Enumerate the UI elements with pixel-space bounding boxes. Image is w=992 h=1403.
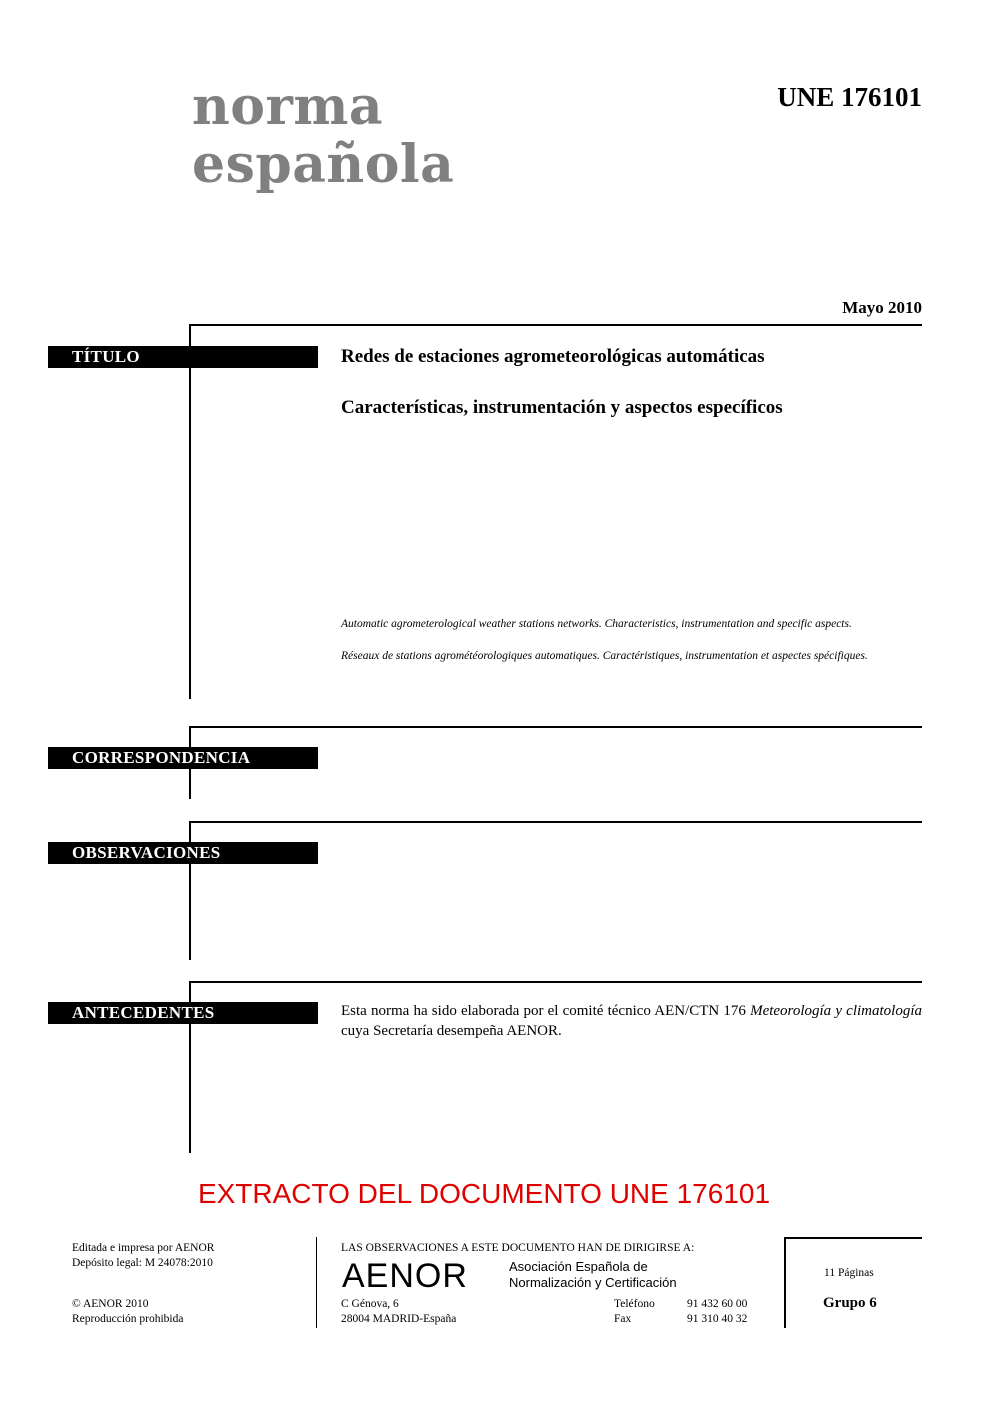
aenor-full-name-line-2: Normalización y Certificación (509, 1275, 677, 1290)
section-divider (189, 726, 922, 728)
group-box-side (784, 1237, 786, 1328)
label-observaciones: OBSERVACIONES (48, 842, 318, 864)
footer-copyright (72, 1297, 183, 1327)
label-correspondencia: CORRESPONDENCIA (48, 747, 318, 769)
fax-number: 91 310 40 32 (687, 1313, 748, 1325)
contact-labels (614, 1297, 655, 1327)
antecedentes-text (341, 1001, 922, 1041)
antecedentes-text-start: Esta norma ha sido elaborada por el comité técnico AEN/CTN 176 (341, 1003, 751, 1019)
phone-label: Teléfono (614, 1298, 655, 1310)
document-subtitle: Características, instrumentación y aspectos específicos (341, 397, 783, 418)
standard-number: UNE 176101 (777, 82, 922, 112)
section-divider (189, 981, 922, 983)
extract-notice: EXTRACTO DEL DOCUMENTO UNE 176101 (197, 1178, 771, 1209)
footer-edition (72, 1241, 214, 1271)
page-count: 11 Páginas (824, 1267, 874, 1279)
brand-title (192, 78, 454, 194)
copyright: © AENOR 2010 (72, 1298, 149, 1310)
legal-deposit: Depósito legal: M 24078:2010 (72, 1257, 213, 1269)
brand-line-2: española (192, 134, 455, 195)
contact-values (687, 1297, 747, 1327)
address-line-1: C Génova, 6 (341, 1298, 399, 1310)
document-title: Redes de estaciones agrometeorológicas automáticas (341, 346, 765, 367)
aenor-full-name (509, 1259, 677, 1291)
price-group: Grupo 6 (823, 1295, 877, 1311)
section-bracket (189, 324, 191, 699)
section-divider (189, 821, 922, 823)
footer-divider (316, 1237, 317, 1328)
group-box-top (784, 1237, 922, 1239)
observations-notice: LAS OBSERVACIONES A ESTE DOCUMENTO HAN DE DIRIGIRSE A: (341, 1242, 695, 1254)
english-title: Automatic agrometerological weather stations networks. Characteristics, instrumentation and specific aspects. (341, 618, 852, 630)
brand-line-1: norma (192, 76, 384, 137)
publication-date: Mayo 2010 (842, 298, 922, 317)
aenor-logo: AENOR (342, 1257, 468, 1295)
phone-number: 91 432 60 00 (687, 1298, 748, 1310)
committee-name: Meteorología y climatología (750, 1003, 922, 1019)
antecedentes-text-end: cuya Secretaría desempeña AENOR. (341, 1023, 562, 1039)
french-title: Réseaux de stations agrométéorologiques automatiques. Caractéristiques, instrumentation et aspectes spécifiques. (341, 650, 868, 662)
section-divider (189, 324, 922, 326)
reproduction-notice: Reproducción prohibida (72, 1313, 184, 1325)
label-antecedentes: ANTECEDENTES (48, 1002, 318, 1024)
aenor-full-name-line-1: Asociación Española de (509, 1259, 648, 1274)
address-line-2: 28004 MADRID-España (341, 1313, 457, 1325)
edited-by: Editada e impresa por AENOR (72, 1242, 215, 1254)
label-titulo: TÍTULO (48, 346, 318, 368)
address (341, 1297, 456, 1327)
fax-label: Fax (614, 1313, 632, 1325)
